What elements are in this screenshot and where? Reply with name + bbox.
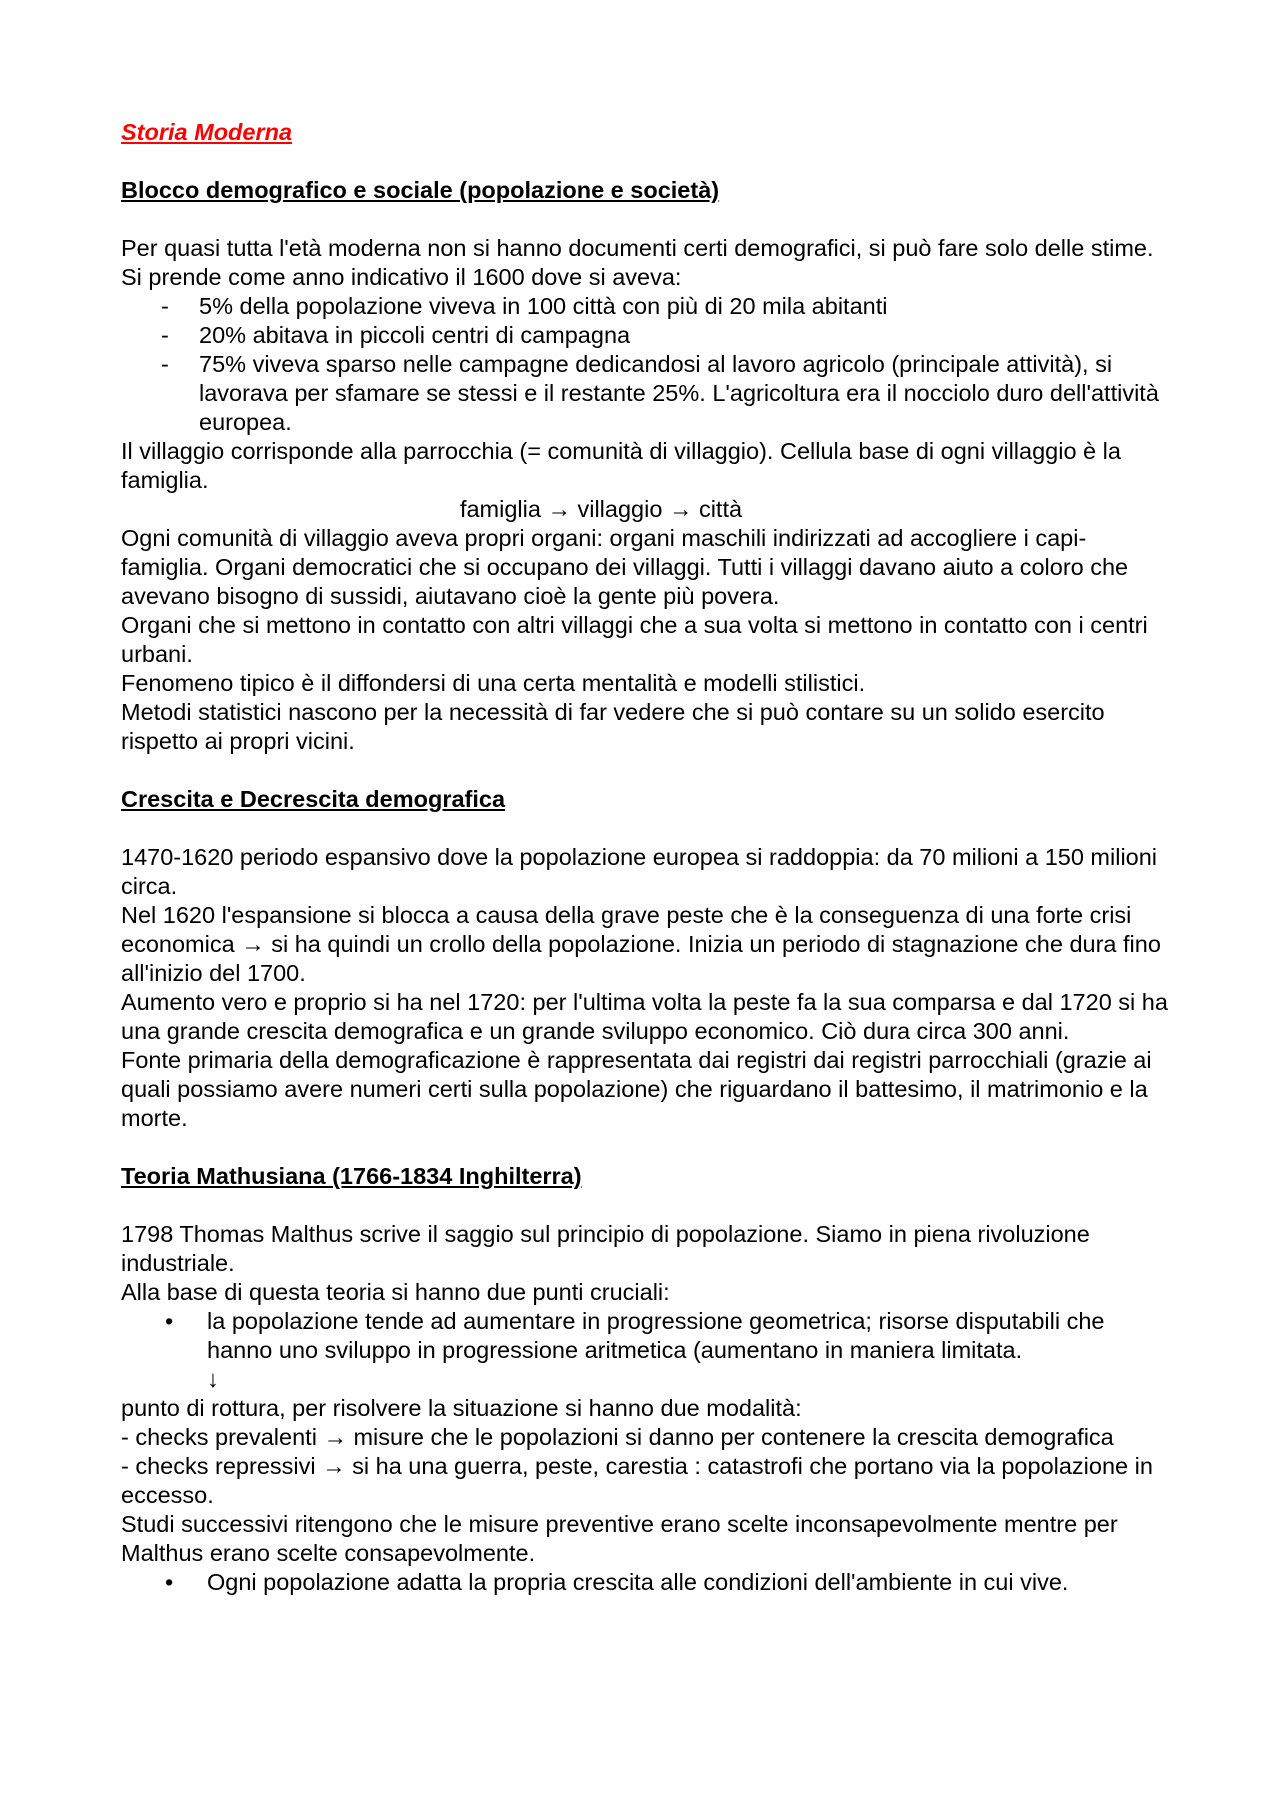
paragraph: Organi che si mettono in contatto con altri villaggi che a sua volta si mettono in contatto con i centri urbani. [121, 612, 1148, 667]
spacer [121, 205, 1171, 234]
paragraph: Ogni comunità di villaggio aveva propri organi: organi maschili indirizzati ad accogliere i capi-famiglia. Organi democratici che si occupano dei villaggi. Tutti i villaggi davano aiuto a coloro che avevano bisogno di sussidi, aiutavano cioè la gente più povera. [121, 525, 1129, 609]
document-body [121, 118, 1171, 1597]
section-heading-demografico: Blocco demografico e sociale (popolazione e società) [121, 177, 720, 203]
list-item-text: Ogni popolazione adatta la propria crescita alle condizioni dell'ambiente in cui vive. [207, 1569, 1069, 1595]
section-heading-crescita: Crescita e Decrescita demografica [121, 786, 506, 812]
document-title: Storia Moderna [121, 119, 293, 145]
section-heading-malthus: Teoria Mathusiana (1766-1834 Inghilterra) [121, 1163, 582, 1189]
spacer [121, 814, 1171, 843]
spacer [121, 147, 1171, 176]
list-item-text: la popolazione tende ad aumentare in progressione geometrica; risorse disputabili che hanno uno sviluppo in progressione aritmetica (aumentano in maniera limitata. [207, 1308, 1105, 1363]
down-arrow-icon: ↓ [207, 1366, 219, 1392]
list-item [121, 292, 1171, 321]
spacer [121, 1133, 1171, 1162]
paragraph: punto di rottura, per risolvere la situazione si hanno due modalità: [121, 1395, 802, 1421]
bullet-marker: • [165, 1569, 174, 1595]
bullet-marker: • [165, 1308, 174, 1334]
dash-marker: - [161, 322, 169, 348]
paragraph: Fonte primaria della demograficazione è rappresentata dai registri dai registri parrocchiali (grazie ai quali possiamo avere numeri certi sulla popolazione) che riguardano il battesimo, il matrimonio e la morte. [121, 1047, 1152, 1131]
spacer [121, 756, 1171, 785]
paragraph: 1798 Thomas Malthus scrive il saggio sul principio di popolazione. Siamo in piena rivoluzione industriale. [121, 1221, 1090, 1276]
famiglia-villaggio-citta-line: famiglia → villaggio → città [459, 496, 743, 522]
list-item [121, 1568, 1171, 1597]
list-item-text: 20% abitava in piccoli centri di campagna [199, 322, 631, 348]
paragraph: Nel 1620 l'espansione si blocca a causa della grave peste che è la conseguenza di una forte crisi economica → si ha quindi un crollo della popolazione. Inizia un periodo di stagnazione che dura fino all'inizio del 1700. [121, 902, 1161, 986]
paragraph: 1470-1620 periodo espansivo dove la popolazione europea si raddoppia: da 70 milioni a 150 milioni circa. [121, 844, 1158, 899]
dash-list [121, 292, 1171, 437]
paragraph: Aumento vero e proprio si ha nel 1720: per l'ultima volta la peste fa la sua comparsa e dal 1720 si ha una grande crescita demografica e un grande sviluppo economico. Ciò dura circa 300 anni. [121, 989, 1168, 1044]
paragraph: - checks prevalenti → misure che le popolazioni si danno per contenere la crescita demografica [121, 1424, 1114, 1450]
bullet-list [121, 1568, 1171, 1597]
paragraph: Studi successivi ritengono che le misure preventive erano scelte inconsapevolmente mentre per Malthus erano scelte consapevolmente. [121, 1511, 1118, 1566]
spacer [121, 1191, 1171, 1220]
list-item [121, 1307, 1171, 1365]
list-item [121, 350, 1171, 437]
dash-marker: - [161, 351, 169, 377]
paragraph: - checks repressivi → si ha una guerra, peste, carestia : catastrofi che portano via la popolazione in eccesso. [121, 1453, 1153, 1508]
paragraph: Il villaggio corrisponde alla parrocchia (= comunità di villaggio). Cellula base di ogni villaggio è la famiglia. [121, 438, 1121, 493]
list-item-text: 75% viveva sparso nelle campagne dedicandosi al lavoro agricolo (principale attività), si lavorava per sfamare se stessi e il restante 25%. L'agricoltura era il nocciolo duro dell'attività europea. [199, 351, 1159, 435]
paragraph: Fenomeno tipico è il diffondersi di una certa mentalità e modelli stilistici. [121, 670, 866, 696]
list-item [121, 321, 1171, 350]
paragraph: Alla base di questa teoria si hanno due punti cruciali: [121, 1279, 670, 1305]
paragraph: Si prende come anno indicativo il 1600 dove si aveva: [121, 264, 682, 290]
bullet-list [121, 1307, 1171, 1365]
list-item-text: 5% della popolazione viveva in 100 città con più di 20 mila abitanti [199, 293, 888, 319]
paragraph: Metodi statistici nascono per la necessità di far vedere che si può contare su un solido esercito rispetto ai propri vicini. [121, 699, 1105, 754]
dash-marker: - [161, 293, 169, 319]
paragraph: Per quasi tutta l'età moderna non si hanno documenti certi demografici, si può fare solo delle stime. [121, 235, 1154, 261]
